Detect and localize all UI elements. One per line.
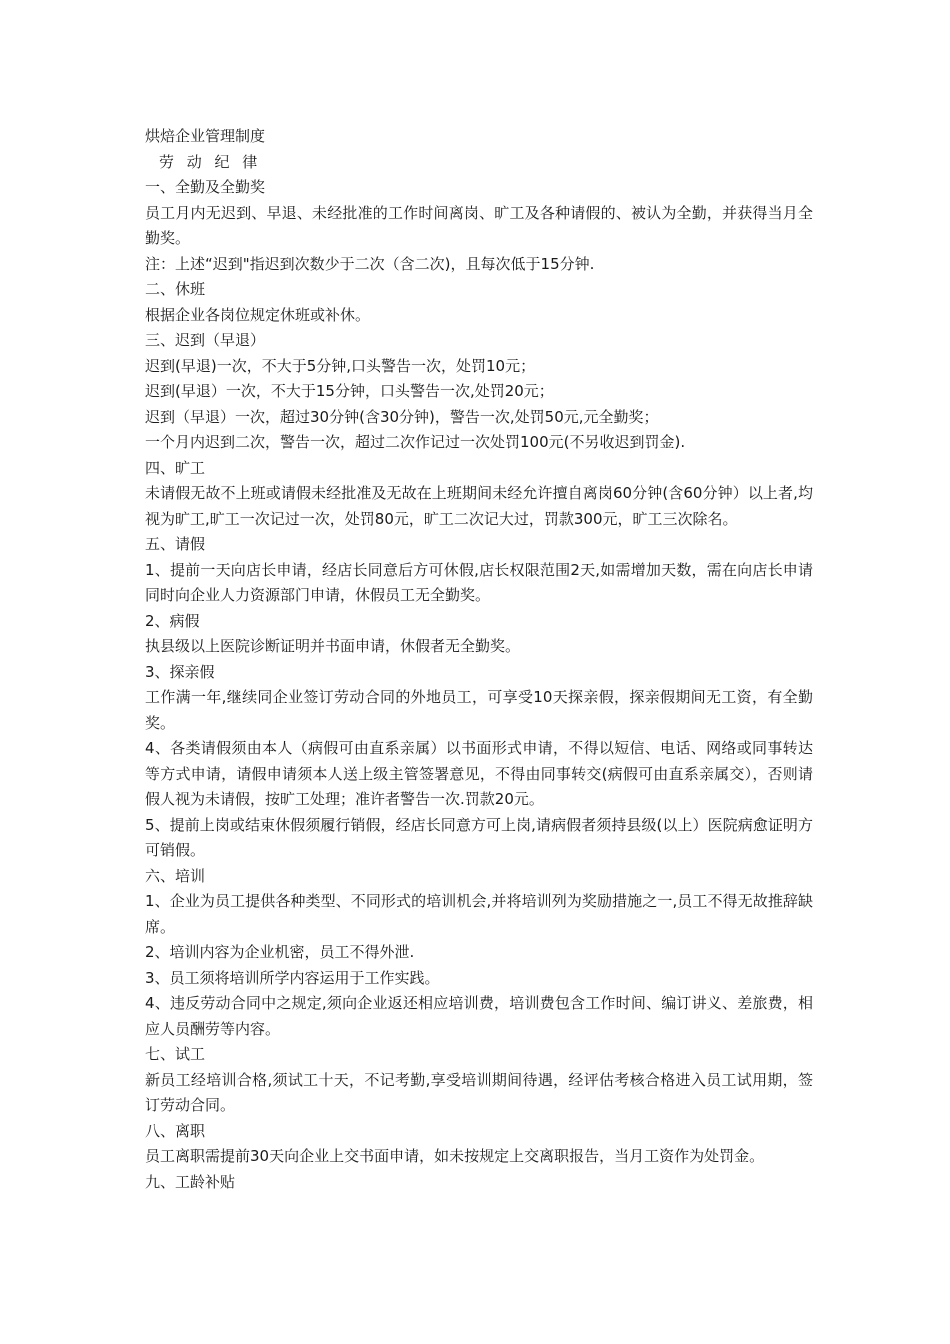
paragraph: 1、提前一天向店长申请，经店长同意后方可休假,店长权限范围2天,如需增加天数，需在向店长申请同时向企业人力资源部门申请，休假员工无全勤奖。	[145, 560, 813, 604]
section-heading: 六、培训	[145, 866, 206, 885]
document-body	[145, 175, 813, 1195]
paragraph: 迟到（早退）一次，超过30分钟(含30分钟)，警告一次,处罚50元,元全勤奖；	[145, 407, 659, 426]
paragraph: 迟到(早退)一次，不大于5分钟,口头警告一次，处罚10元；	[145, 356, 536, 375]
section-heading: 四、旷工	[145, 458, 206, 477]
paragraph: 工作满一年,继续同企业签订劳动合同的外地员工，可享受10天探亲假，探亲假期间无工资，有全勤奖。	[145, 688, 813, 732]
section-heading: 二、休班	[145, 280, 206, 298]
paragraph: 未请假无故不上班或请假未经批准及无故在上班期间未经允许擅自离岗60分钟(含60分钟）以上者,均视为旷工,旷工一次记过一次，处罚80元，旷工二次记大过，罚款300元，旷工三次除名。	[145, 484, 813, 528]
section-heading: 三、迟到（早退）	[145, 331, 266, 349]
paragraph: 执县级以上医院诊断证明并书面申请，休假者无全勤奖。	[145, 637, 521, 655]
paragraph: 新员工经培训合格,须试工十天，不记考勤,享受培训期间待遇，经评估考核合格进入员工试用期，签订劳动合同。	[145, 1070, 813, 1114]
section-heading: 九、工龄补贴	[145, 1172, 236, 1191]
section-heading: 3、探亲假	[145, 662, 215, 681]
paragraph: 员工月内无迟到、早退、未经批准的工作时间离岗、旷工及各种请假的、被认为全勤，并获得当月全勤奖。	[145, 203, 813, 247]
paragraph: 迟到(早退）一次，不大于15分钟，口头警告一次,处罚20元；	[145, 382, 554, 400]
document-page	[145, 124, 813, 1195]
paragraph: 注：上述“迟到"指迟到次数少于二次（含二次)，且每次低于15分钟.	[145, 254, 595, 273]
document-title: 烘焙企业管理制度	[145, 127, 266, 145]
paragraph: 一个月内迟到二次，警告一次，超过二次作记过一次处罚100元(不另收迟到罚金).	[145, 433, 686, 451]
section-heading: 一、全勤及全勤奖	[145, 178, 266, 196]
paragraph: 员工离职需提前30天向企业上交书面申请，如未按规定上交离职报告，当月工资作为处罚金。	[145, 1147, 765, 1165]
paragraph: 4、违反劳动合同中之规定,须向企业返还相应培训费，培训费包含工作时间、编订讲义、差旅费，相应人员酬劳等内容。	[145, 994, 813, 1038]
section-heading: 七、试工	[145, 1045, 206, 1063]
paragraph: 3、员工须将培训所学内容运用于工作实践。	[145, 968, 440, 987]
section-heading: 五、请假	[145, 535, 206, 553]
paragraph: 2、培训内容为企业机密，员工不得外泄.	[145, 943, 415, 961]
section-heading: 2、病假	[145, 611, 200, 630]
document-subtitle: 劳 动 纪 律	[159, 152, 262, 171]
paragraph: 根据企业各岗位规定休班或补休。	[145, 305, 371, 324]
paragraph: 4、各类请假须由本人（病假可由直系亲属）以书面形式申请，不得以短信、电话、网络或同事转达等方式申请，请假申请须本人送上级主管签署意见，不得由同事转交(病假可由直系亲属交），否则请假人视为未请假，按旷工处理；准许者警告一次.罚款20元。	[145, 739, 813, 808]
section-heading: 八、离职	[145, 1121, 206, 1140]
paragraph: 5、提前上岗或结束休假须履行销假，经店长同意方可上岗,请病假者须持县级(以上）医院病愈证明方可销假。	[145, 815, 813, 859]
paragraph: 1、企业为员工提供各种类型、不同形式的培训机会,并将培训列为奖励措施之一,员工不得无故推辞缺席。	[145, 892, 813, 936]
